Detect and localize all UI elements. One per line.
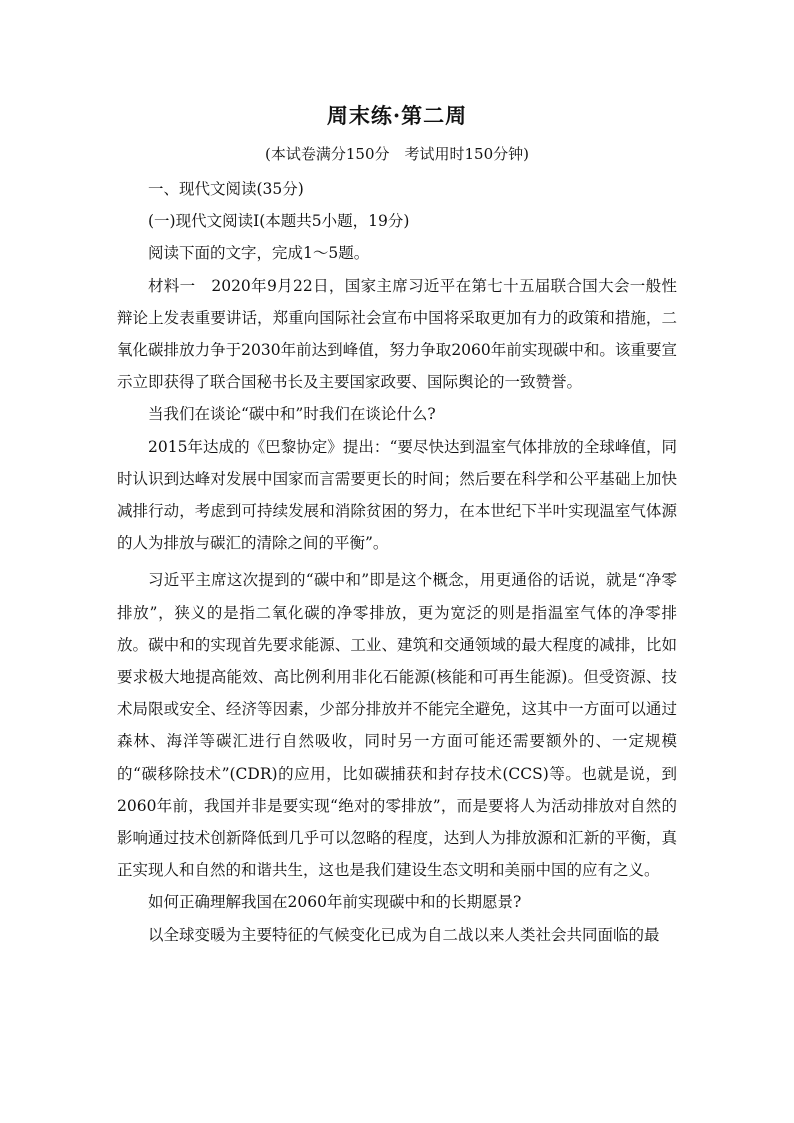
- body-paragraph: 如何正确理解我国在2060年前实现碳中和的长期愿景?: [148, 893, 522, 912]
- page-title: 周末练·第二周: [326, 103, 468, 128]
- body-paragraph: 习近平主席这次提到的“碳中和”即是这个概念，用更通俗的话说，就是“净零排放”，狭义的是指二氧化碳的净零排放，更为宽泛的则是指温室气体的净零排放。碳中和的实现首先要求能源、工业、建筑和交通领域的最大程度的减排，比如要求极大地提高能效、高比例利用非化石能源(核能和可再生能源)。但受资源、技术局限或安全、经济等因素，少部分排放并不能完全避免，这其中一方面可以通过森林、海洋等碳汇进行自然吸收，同时另一方面可能还需要额外的、一定规模的“碳移除技术”(CDR)的应用，比如碳捕获和封存技术(CCS)等。也就是说，到2060年前，我国并非是要实现“绝对的零排放”，而是要将人为活动排放对自然的影响通过技术创新降低到几乎可以忽略的程度，达到人为排放源和汇新的平衡，真正实现人和自然的和谐共生，这也是我们建设生态文明和美丽中国的应有之义。: [117, 571, 677, 880]
- section-heading: 一、现代文阅读(35分): [148, 180, 304, 198]
- document-body: [117, 173, 677, 951]
- sub-section-heading: (一)现代文阅读Ⅰ(本题共5小题，19分): [148, 212, 410, 231]
- body-paragraph: 当我们在谈论“碳中和”时我们在谈论什么?: [148, 405, 436, 424]
- body-paragraph: 2015年达成的《巴黎协定》提出：“要尽快达到温室气体排放的全球峰值，同时认识到达峰对发展中国家而言需要更长的时间；然后要在科学和公平基础上加快减排行动，考虑到可持续发展和消除贫困的努力，在本世纪下半叶实现温室气体源的人为排放与碳汇的清除之间的平衡”。: [117, 437, 677, 553]
- body-paragraph: 材料一 2020年9月22日，国家主席习近平在第七十五届联合国大会一般性辩论上发表重要讲话，郑重向国际社会宣布中国将采取更加有力的政策和措施，二氧化碳排放力争于2030年前达到峰值，努力争取2060年前实现碳中和。该重要宣示立即获得了联合国秘书长及主要国家政要、国际舆论的一致赞誉。: [117, 276, 677, 392]
- body-paragraph: 以全球变暖为主要特征的气候变化已成为自二战以来人类社会共同面临的最: [148, 925, 660, 944]
- exam-info: (本试卷满分150分 考试用时150分钟): [265, 145, 529, 163]
- reading-instruction: 阅读下面的文字，完成1～5题。: [148, 244, 370, 263]
